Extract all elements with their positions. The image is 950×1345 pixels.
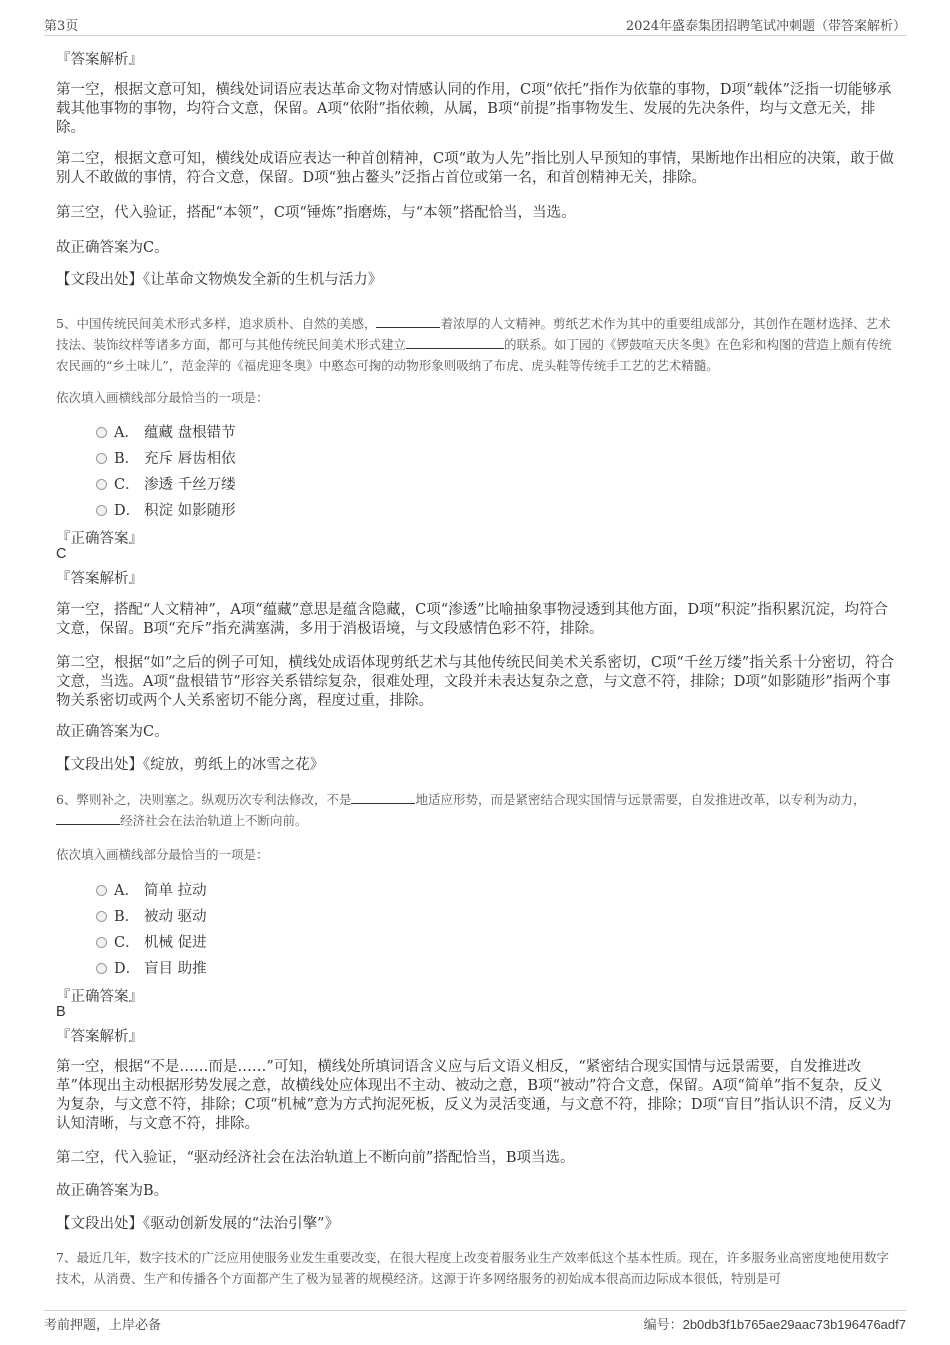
- page-header: [44, 13, 906, 36]
- analysis-label: 『答案解析』: [56, 571, 143, 587]
- radio-button[interactable]: [96, 963, 107, 974]
- question-6-text: 6、弊则补之，决则塞之。纵观历次专利法修改，不是 地适应形势，而是紧密结合现实国情与远景需要，自发推进改革，以专利为动力，经济社会在法治轨道上不断向前。: [56, 789, 896, 831]
- analysis-paragraph: 第三空，代入验证，搭配“本领”，C项“锤炼”指磨炼，与“本领”搭配恰当，当选。: [56, 205, 576, 221]
- question-7-text: 7、最近几年，数字技术的广泛应用使服务业发生重要改变，在很大程度上改变着服务业生产效率低这个基本性质。现在，许多服务业高密度地使用数字技术，从消费、生产和传播各个方面都产生了极为显著的规模经济。这源于许多网络服务的初始成本很高而边际成本很低，特别是可: [56, 1250, 889, 1286]
- document-id: 编号：2b0db3f1b765ae29aac73b196476adf7: [643, 1317, 906, 1333]
- answer-conclusion: 故正确答案为B。: [56, 1183, 169, 1199]
- footer-slogan: 考前押题，上岸必备: [44, 1318, 162, 1333]
- question-number: 7、: [56, 1250, 77, 1265]
- fill-blank: [351, 789, 415, 804]
- analysis-paragraph: 第二空，代入验证，“驱动经济社会在法治轨道上不断向前”搭配恰当，B项当选。: [56, 1150, 575, 1166]
- option-a[interactable]: A． 简单 拉动: [96, 879, 207, 899]
- radio-button[interactable]: [96, 427, 107, 438]
- source-citation: 【文段出处】《让革命文物焕发全新的生机与活力》: [56, 272, 383, 288]
- radio-button[interactable]: [96, 911, 107, 922]
- radio-button[interactable]: [96, 885, 107, 896]
- question-number: 6、: [56, 792, 77, 807]
- analysis-label: 『答案解析』: [56, 1029, 143, 1045]
- radio-button[interactable]: [96, 937, 107, 948]
- question-prompt: 依次填入画横线部分最恰当的一项是：: [56, 847, 269, 862]
- source-citation: 【文段出处】《驱动创新发展的“法治引擎”》: [56, 1216, 340, 1232]
- option-b[interactable]: B． 充斥 唇齿相依: [96, 447, 236, 467]
- analysis-paragraph: 第一空，根据“不是……而是……”可知，横线处所填词语含义应与后文语义相反，“紧密结合现实国情与远景需要，自发推进改革”体现出主动根据形势发展之意，故横线处应体现出不主动、被动之意，B项“被动”符合文意，保留。A项“简单”指不复杂，反义为复杂，与文意不符，排除；C项“机械”意为方式拘泥死板，反义为灵活变通，与文意不符，排除；D项“盲目”指认识不清，反义为认知清晰，与文意不符，排除。: [56, 1059, 892, 1132]
- option-d[interactable]: D． 积淀 如影随形: [96, 499, 236, 519]
- analysis-paragraph: 第一空，搭配“人文精神”，A项“蕴藏”意思是蕴含隐藏，C项“渗透”比喻抽象事物浸透到其他方面，D项“积淀”指积累沉淀，均符合文意，保留。B项“充斥”指充满塞满，多用于消极语境，与文段感情色彩不符，排除。: [56, 602, 888, 637]
- analysis-paragraph: 第二空，根据“如”之后的例子可知，横线处成语体现剪纸艺术与其他传统民间美术关系密切，C项“千丝万缕”指关系十分密切，符合文意，当选。A项“盘根错节”形容关系错综复杂，很难处理，文段并未表达复杂之意，与文意不符，排除；D项“如影随形”指两个事物关系密切或两个人关系密切不能分离，程度过重，排除。: [56, 655, 895, 709]
- option-c[interactable]: C． 渗透 千丝万缕: [96, 473, 236, 493]
- answer-conclusion: 故正确答案为C。: [56, 724, 169, 740]
- option-a[interactable]: A． 蕴藏 盘根错节: [96, 421, 236, 441]
- source-citation: 【文段出处】《绽放，剪纸上的冰雪之花》: [56, 757, 325, 773]
- page-number: 第3页: [44, 19, 79, 34]
- analysis-paragraph: 第二空，根据文意可知，横线处成语应表达一种首创精神，C项“敢为人先”指比别人早预知的事情，果断地作出相应的决策，敢于做别人不敢做的事情，符合文意，保留。D项“独占鳌头”泛指占首位或第一名，和首创精神无关，排除。: [56, 151, 894, 186]
- radio-button[interactable]: [96, 505, 107, 516]
- radio-button[interactable]: [96, 453, 107, 464]
- page-footer: [44, 1310, 906, 1333]
- fill-blank: [376, 313, 440, 328]
- option-d[interactable]: D． 盲目 助推: [96, 957, 207, 977]
- fill-blank: [56, 810, 120, 825]
- question-number: 5、: [56, 316, 77, 331]
- radio-button[interactable]: [96, 479, 107, 490]
- correct-answer: C: [56, 546, 67, 562]
- option-b[interactable]: B． 被动 驱动: [96, 905, 207, 925]
- option-c[interactable]: C． 机械 促进: [96, 931, 207, 951]
- question-prompt: 依次填入画横线部分最恰当的一项是：: [56, 390, 269, 405]
- question-5-text: 5、中国传统民间美术形式多样，追求质朴、自然的美感， 着浓厚的人文精神。剪纸艺术作为其中的重要组成部分，其创作在题材选择、艺术技法、装饰纹样等诸多方面，都可与其他传统民间美术形式建立 的联系。如丁园的《锣鼓喧天庆冬奥》在色彩和构图的营造上颇有传统农民画的“乡土味儿”，范金萍的《福虎迎冬奥》中憨态可掬的动物形象则吸纳了布虎、虎头鞋等传统手工艺的艺术精髓。: [56, 313, 896, 376]
- correct-answer-label: 『正确答案』: [56, 989, 143, 1005]
- correct-answer-label: 『正确答案』: [56, 531, 143, 547]
- analysis-paragraph: 第一空，根据文意可知，横线处词语应表达革命文物对情感认同的作用，C项“依托”指作为依靠的事物，D项“载体”泛指一切能够承载其他事物的事物，均符合文意，保留。A项“依附”指依赖，从属，B项“前提”指事物发生、发展的先决条件，均与文意无关，排除。: [56, 82, 892, 136]
- fill-blank: [406, 334, 504, 349]
- document-title: 2024年盛泰集团招聘笔试冲刺题（带答案解析）: [625, 19, 906, 34]
- answer-conclusion: 故正确答案为C。: [56, 240, 169, 256]
- analysis-label: 『答案解析』: [56, 52, 143, 68]
- correct-answer: B: [56, 1004, 66, 1020]
